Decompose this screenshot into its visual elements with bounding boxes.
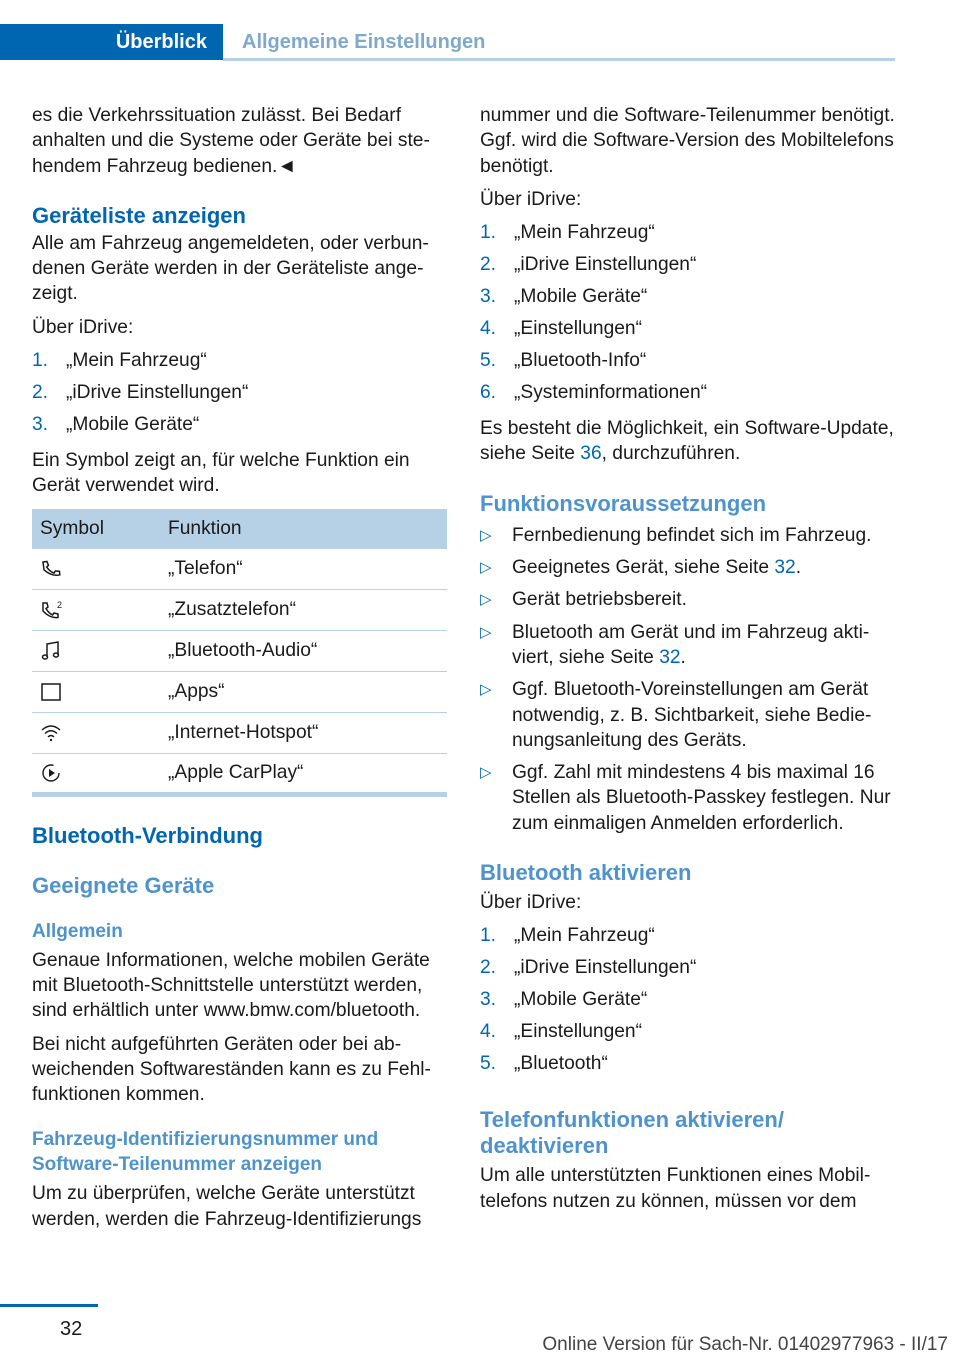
steps-list-right-2 bbox=[480, 923, 898, 1083]
requirements-list bbox=[480, 523, 898, 836]
list-item bbox=[480, 677, 898, 753]
table-cell-label: „Zusatztelefon“ bbox=[160, 589, 447, 630]
step-number: 3. bbox=[480, 989, 497, 1011]
header-symbol: Symbol bbox=[32, 509, 160, 549]
step-text: „Einstellungen“ bbox=[514, 318, 642, 340]
list-item bbox=[480, 252, 898, 284]
step-text: „iDrive Einstellungen“ bbox=[514, 254, 697, 276]
list-item bbox=[480, 955, 898, 987]
table-cell-label: „Apple CarPlay“ bbox=[160, 753, 447, 794]
paragraph-allgemein-2: Bei nicht aufgeführten Geräten oder bei abweichenden Softwareständen kann es zu Fehlfunktionen kommen. bbox=[32, 1033, 431, 1106]
symbol-table bbox=[32, 509, 447, 797]
list-item bbox=[32, 412, 450, 444]
list-item bbox=[32, 380, 450, 412]
list-item bbox=[480, 220, 898, 252]
table-row bbox=[32, 753, 447, 794]
step-text: „Mobile Geräte“ bbox=[514, 286, 648, 308]
heading-bluetooth-verbindung: Bluetooth-Verbindung bbox=[32, 822, 263, 848]
step-number: 4. bbox=[480, 1021, 497, 1043]
table-cell-label: „Bluetooth-Audio“ bbox=[160, 630, 447, 671]
list-item bbox=[480, 620, 898, 671]
page-link-32[interactable]: 32 bbox=[774, 557, 796, 579]
heading-funktionsvoraussetzungen: Funktionsvoraussetzungen bbox=[480, 490, 767, 516]
table-cell-label: „Internet-Hotspot“ bbox=[160, 712, 447, 753]
triangle-bullet-icon: ▷ bbox=[480, 559, 492, 577]
table-cell-label: „Telefon“ bbox=[160, 549, 447, 590]
table-cell-label: „Apps“ bbox=[160, 671, 447, 712]
ueber-idrive-label: Über iDrive: bbox=[32, 316, 134, 338]
ueber-idrive-label: Über iDrive: bbox=[480, 188, 582, 210]
table-header-row bbox=[32, 509, 447, 549]
page-link-32[interactable]: 32 bbox=[659, 646, 681, 668]
tab-ueberblick[interactable]: Überblick bbox=[0, 24, 223, 60]
bullet-text: Ggf. Bluetooth-Voreinstellungen am Gerät notwendig, z. B. Sichtbarkeit, siehe Bedienungsanleitung des Geräts. bbox=[512, 679, 872, 751]
wifi-icon bbox=[32, 712, 160, 753]
list-item bbox=[32, 348, 450, 380]
list-item bbox=[480, 316, 898, 348]
list-item bbox=[480, 1019, 898, 1051]
steps-list-right bbox=[480, 220, 898, 412]
bullet-text: Ggf. Zahl mit mindestens 4 bis maximal 16 Stellen als Bluetooth-Passkey festlegen. Nur zum einmaligen Anmelden erforderlich. bbox=[512, 762, 891, 834]
update-text-post: , durchzuführen. bbox=[601, 443, 741, 465]
paragraph-continued: nummer und die Software-Teilenummer benötigt. Ggf. wird die Software-Version des Mobiltelefons benötigt. bbox=[480, 105, 895, 177]
page-header bbox=[0, 24, 895, 62]
paragraph-geraeteliste: Alle am Fahrzeug angemeldeten, oder verbundenen Geräte werden in der Geräteliste angezeigt. bbox=[32, 232, 429, 305]
step-number: 3. bbox=[480, 286, 497, 308]
paragraph-symbol: Ein Symbol zeigt an, für welche Funktion ein Gerät verwendet wird. bbox=[32, 450, 410, 497]
table-row bbox=[32, 589, 447, 630]
table-row bbox=[32, 549, 447, 590]
step-text: „Mobile Geräte“ bbox=[514, 989, 648, 1011]
table-row bbox=[32, 630, 447, 671]
list-item bbox=[480, 555, 898, 580]
step-number: 1. bbox=[480, 222, 497, 244]
list-item bbox=[480, 284, 898, 316]
triangle-bullet-icon: ▷ bbox=[480, 623, 492, 641]
step-text: „Mein Fahrzeug“ bbox=[514, 222, 655, 244]
heading-bluetooth-aktivieren: Bluetooth aktivieren bbox=[480, 860, 692, 886]
tab-allgemeine-einstellungen[interactable]: Allgemeine Einstellungen bbox=[242, 30, 486, 53]
step-text: „Mein Fahrzeug“ bbox=[66, 350, 207, 372]
triangle-bullet-icon: ▷ bbox=[480, 681, 492, 699]
online-version-text: Online Version für Sach-Nr. 01402977963 - II/17 bbox=[542, 1334, 948, 1355]
step-number: 2. bbox=[480, 957, 497, 979]
step-text: „Mobile Geräte“ bbox=[66, 414, 200, 436]
list-item bbox=[480, 760, 898, 836]
update-text-pre: Es besteht die Möglichkeit, ein Software-Update, siehe Seite bbox=[480, 418, 894, 465]
heading-geraeteliste: Geräteliste anzeigen bbox=[32, 202, 246, 228]
step-number: 1. bbox=[32, 350, 49, 372]
step-text: „Systeminformationen“ bbox=[514, 382, 708, 404]
step-text: „Bluetooth“ bbox=[514, 1053, 608, 1075]
heading-fahrzeug-identifizierung: Fahrzeug-Identifizierungsnummer und Software-Teilenummer anzeigen bbox=[32, 1129, 379, 1176]
phone-icon bbox=[32, 549, 160, 590]
triangle-bullet-icon: ▷ bbox=[480, 591, 492, 609]
bullet-text-post: . bbox=[680, 646, 686, 668]
apps-square-icon bbox=[32, 671, 160, 712]
music-note-icon bbox=[32, 630, 160, 671]
paragraph-fin: Um zu überprüfen, welche Geräte unterstützt werden, werden die Fahrzeug-Identifizierungs bbox=[32, 1183, 422, 1230]
bullet-text bbox=[512, 620, 898, 671]
step-number: 5. bbox=[480, 1053, 497, 1075]
page-link-36[interactable]: 36 bbox=[580, 443, 602, 465]
intro-paragraph: es die Verkehrssituation zulässt. Bei Bedarf anhalten und die Systeme oder Geräte bei stehendem Fahrzeug bedienen.◄ bbox=[32, 105, 430, 177]
right-column bbox=[480, 103, 898, 1222]
step-number: 6. bbox=[480, 382, 497, 404]
page-number: 32 bbox=[60, 1318, 83, 1340]
step-text: „Mein Fahrzeug“ bbox=[514, 925, 655, 947]
paragraph-software-update bbox=[480, 416, 898, 467]
list-item bbox=[480, 523, 898, 548]
triangle-bullet-icon: ▷ bbox=[480, 764, 492, 782]
step-number: 4. bbox=[480, 318, 497, 340]
bullet-text bbox=[512, 555, 801, 580]
header-funktion: Funktion bbox=[160, 509, 447, 549]
bullet-text-pre: Bluetooth am Gerät und im Fahrzeug aktiviert, siehe Seite bbox=[512, 621, 870, 668]
steps-list-left bbox=[32, 348, 450, 444]
bullet-text: Gerät betriebsbereit. bbox=[512, 589, 687, 611]
step-number: 2. bbox=[32, 382, 49, 404]
heading-geeignete-geraete: Geeignete Geräte bbox=[32, 872, 215, 898]
list-item bbox=[480, 987, 898, 1019]
carplay-icon bbox=[32, 753, 160, 794]
step-text: „Bluetooth-Info“ bbox=[514, 350, 647, 372]
step-number: 3. bbox=[32, 414, 49, 436]
ueber-idrive-label-2: Über iDrive: bbox=[480, 892, 582, 914]
step-text: „iDrive Einstellungen“ bbox=[514, 957, 697, 979]
paragraph-allgemein-1: Genaue Informationen, welche mobilen Geräte mit Bluetooth-Schnittstelle unterstützt werden, sind erhältlich unter www.bmw.com/bluetooth. bbox=[32, 949, 430, 1022]
second-phone-icon bbox=[32, 589, 160, 630]
bullet-text: Fernbedienung befindet sich im Fahrzeug. bbox=[512, 524, 872, 546]
step-number: 1. bbox=[480, 925, 497, 947]
heading-allgemein: Allgemein bbox=[32, 920, 123, 942]
table-row bbox=[32, 671, 447, 712]
bullet-text-pre: Geeignetes Gerät, siehe Seite bbox=[512, 557, 775, 579]
step-number: 5. bbox=[480, 350, 497, 372]
svg-text:2: 2 bbox=[57, 599, 63, 610]
step-text: „Einstellungen“ bbox=[514, 1021, 642, 1043]
list-item bbox=[480, 923, 898, 955]
list-item bbox=[480, 587, 898, 612]
header-rule bbox=[223, 58, 895, 61]
step-text: „iDrive Einstellungen“ bbox=[66, 382, 249, 404]
list-item bbox=[480, 348, 898, 380]
triangle-bullet-icon: ▷ bbox=[480, 526, 492, 544]
list-item bbox=[480, 380, 898, 412]
list-item bbox=[480, 1051, 898, 1083]
footer-rule bbox=[0, 1304, 98, 1307]
left-column bbox=[32, 103, 450, 1240]
step-number: 2. bbox=[480, 254, 497, 276]
heading-telefonfunktionen: Telefonfunktionen aktivieren/ deaktivieren bbox=[480, 1107, 784, 1159]
paragraph-telefon: Um alle unterstützten Funktionen eines Mobiltelefons nutzen zu können, müssen vor dem bbox=[480, 1165, 871, 1212]
bullet-text-post: . bbox=[795, 557, 802, 579]
table-row bbox=[32, 712, 447, 753]
